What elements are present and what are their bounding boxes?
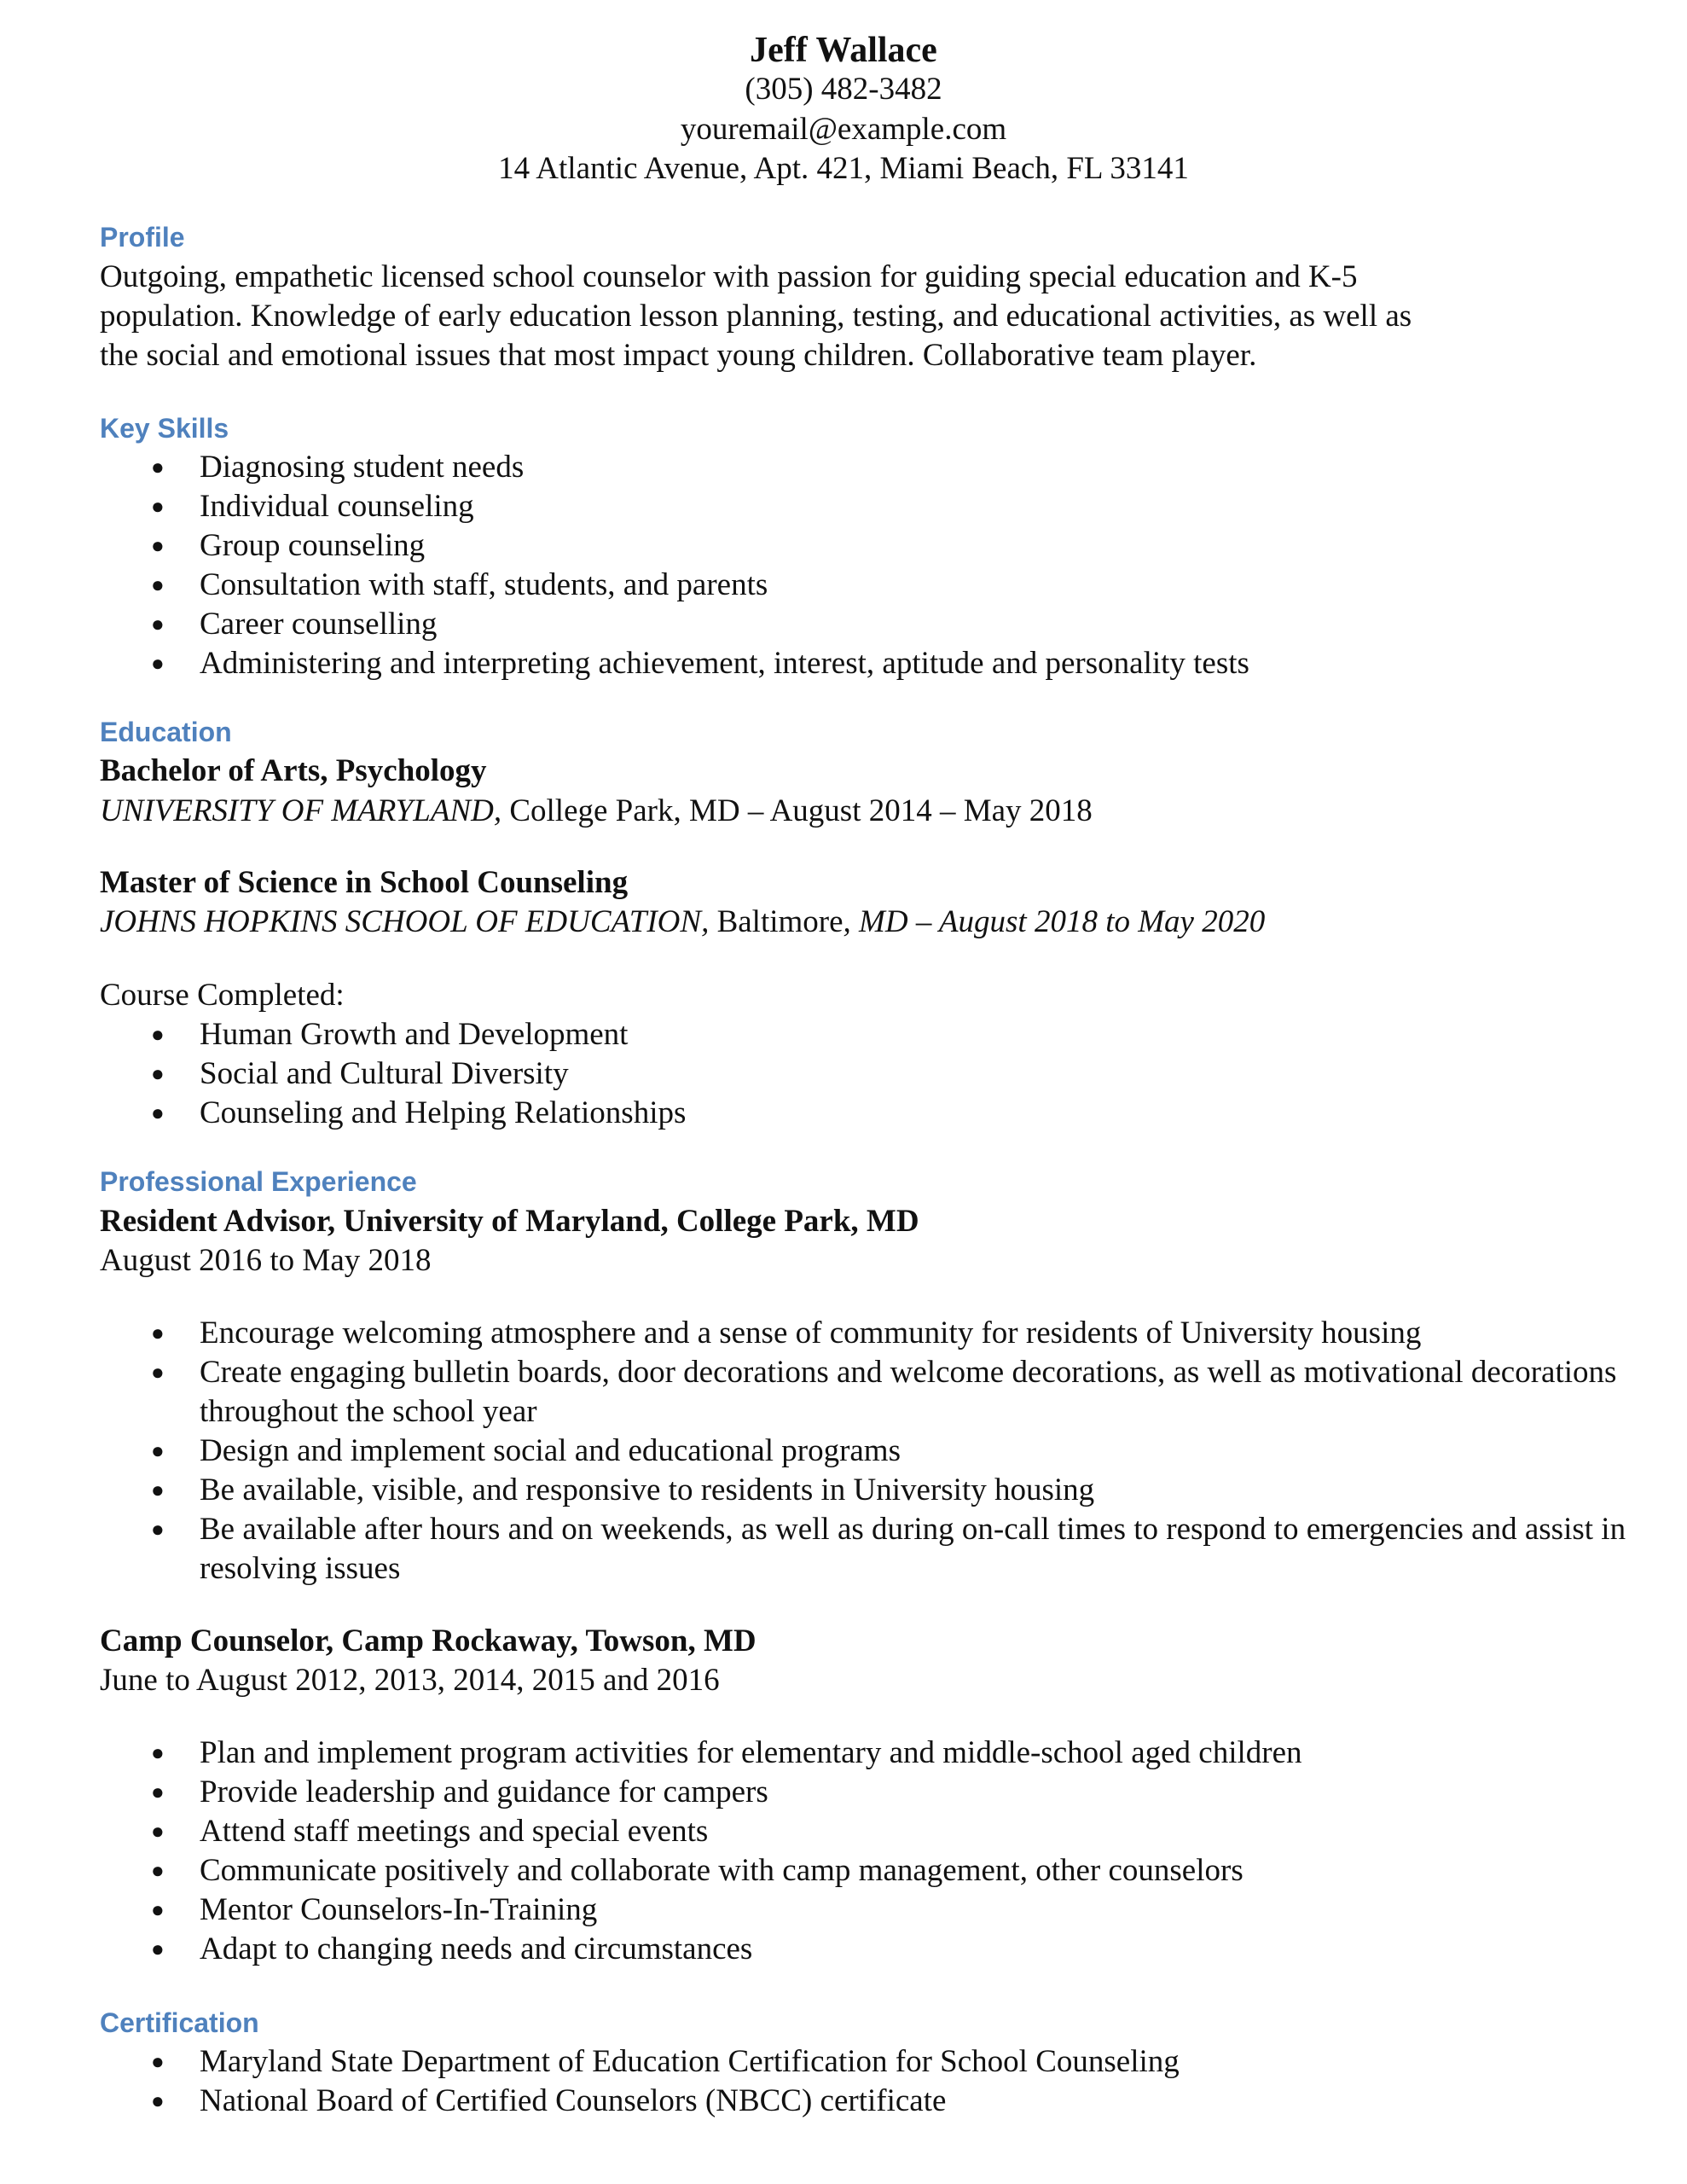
job-bullet: ● Be available, visible, and responsive to residents in University housing bbox=[100, 1471, 1632, 1510]
degree-title: Master of Science in School Counseling bbox=[100, 865, 629, 900]
degree-details bbox=[100, 792, 1093, 831]
certification-item: ● National Board of Certified Counselors (NBCC) certificate bbox=[100, 2082, 1180, 2121]
job-bullets bbox=[100, 1314, 1632, 1589]
profile-text-line: Outgoing, empathetic licensed school counselor with passion for guiding special education and K-5 bbox=[100, 259, 1358, 294]
course-item: ● Counseling and Helping Relationships bbox=[100, 1094, 686, 1133]
job-bullets bbox=[100, 1734, 1302, 1969]
certification-item: ● Maryland State Department of Education Certification for School Counseling bbox=[100, 2042, 1180, 2082]
job-bullet: ● Communicate positively and collaborate with camp management, other counselors bbox=[100, 1851, 1302, 1891]
section-heading-certification: Certification bbox=[100, 2007, 259, 2038]
job-title: Camp Counselor, Camp Rockaway, Towson, MD bbox=[100, 1623, 757, 1658]
school-city: Baltimore bbox=[709, 904, 844, 939]
job-bullet: ● Create engaging bulletin boards, door decorations and welcome decorations, as well as motivational decorations throughout the school year bbox=[100, 1353, 1632, 1432]
job-bullet: ● Plan and implement program activities for elementary and middle-school aged children bbox=[100, 1734, 1302, 1773]
skill-item: ● Individual counseling bbox=[100, 487, 1249, 526]
job-bullet: ● Design and implement social and educational programs bbox=[100, 1432, 1632, 1471]
job-bullet: ● Provide leadership and guidance for campers bbox=[100, 1773, 1302, 1812]
section-heading-education: Education bbox=[100, 717, 232, 747]
job-bullet: ● Mentor Counselors-In-Training bbox=[100, 1891, 1302, 1930]
section-heading-key-skills: Key Skills bbox=[100, 413, 229, 444]
skills-list bbox=[100, 448, 1249, 683]
courses-label: Course Completed: bbox=[100, 978, 345, 1013]
course-item: ● Social and Cultural Diversity bbox=[100, 1054, 686, 1094]
courses-list bbox=[100, 1015, 686, 1133]
address: 14 Atlantic Avenue, Apt. 421, Miami Beach, FL 33141 bbox=[498, 151, 1189, 186]
job-title: Resident Advisor, University of Maryland, College Park, MD bbox=[100, 1204, 919, 1239]
section-heading-profile: Profile bbox=[100, 222, 185, 253]
degree-title: Bachelor of Arts, Psychology bbox=[100, 753, 487, 788]
skill-item: ● Administering and interpreting achievement, interest, aptitude and personality tests bbox=[100, 644, 1249, 683]
skill-item: ● Group counseling bbox=[100, 526, 1249, 566]
job-dates: August 2016 to May 2018 bbox=[100, 1243, 432, 1278]
job-bullet: ● Be available after hours and on weekends, as well as during on-call times to respond to emergencies and assist in resolving issues bbox=[100, 1510, 1632, 1589]
job-bullet: ● Encourage welcoming atmosphere and a sense of community for residents of University housing bbox=[100, 1314, 1632, 1353]
job-bullet: ● Adapt to changing needs and circumstances bbox=[100, 1930, 1302, 1969]
certification-list bbox=[100, 2042, 1180, 2121]
school-name: UNIVERSITY OF MARYLAND, bbox=[100, 793, 502, 828]
course-item: ● Human Growth and Development bbox=[100, 1015, 686, 1054]
profile-text-line: population. Knowledge of early education lesson planning, testing, and educational activities, as well as bbox=[100, 299, 1412, 334]
degree-details bbox=[100, 903, 1265, 942]
email: youremail@example.com bbox=[680, 112, 1007, 147]
school-name: JOHNS HOPKINS SCHOOL OF EDUCATION, bbox=[100, 904, 710, 939]
candidate-name: Jeff Wallace bbox=[750, 31, 937, 70]
job-bullet: ● Attend staff meetings and special events bbox=[100, 1812, 1302, 1851]
skill-item: ● Career counselling bbox=[100, 605, 1249, 644]
degree-location-dates: College Park, MD – August 2014 – May 2018 bbox=[501, 793, 1093, 828]
skill-item: ● Consultation with staff, students, and parents bbox=[100, 566, 1249, 605]
phone: (305) 482-3482 bbox=[745, 72, 942, 107]
skill-item: ● Diagnosing student needs bbox=[100, 448, 1249, 487]
profile-text-line: the social and emotional issues that most impact young children. Collaborative team player. bbox=[100, 338, 1257, 373]
job-dates: June to August 2012, 2013, 2014, 2015 and 2016 bbox=[100, 1663, 720, 1698]
section-heading-experience: Professional Experience bbox=[100, 1166, 417, 1197]
degree-location-dates: , MD – August 2018 to May 2020 bbox=[843, 904, 1266, 939]
